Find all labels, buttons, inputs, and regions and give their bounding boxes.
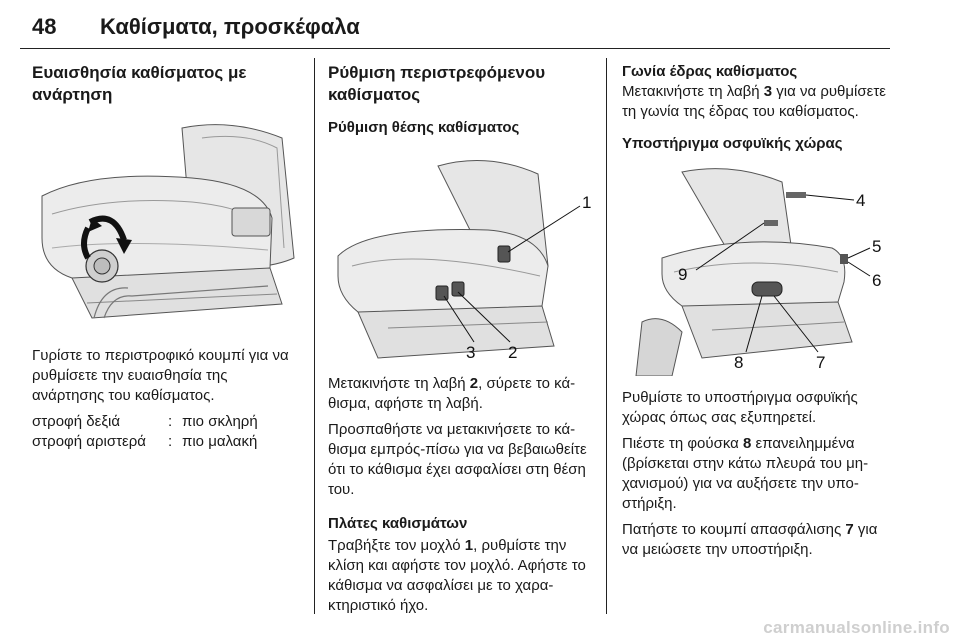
section-heading: Ρύθμιση περιστρεφόμενου καθίσματος: [328, 63, 546, 104]
subsection-heading: Υποστήριγμα οσφυϊκής χώρας: [622, 135, 843, 152]
column-divider: [314, 58, 315, 614]
paragraph: Ρυθμίστε το υποστήριγμα οσφυϊκής χώρας όπως σας εξυπηρετεί.: [622, 389, 858, 426]
seat-suspension-illustration: [32, 118, 300, 332]
section-heading: Ευαισθησία καθίσματος με ανάρτηση: [32, 63, 247, 104]
lumbar-support-illustration: [622, 162, 892, 376]
figure-label: 3: [466, 343, 476, 360]
subsection-heading: Γωνία έδρας καθίσματος: [622, 63, 798, 80]
figure-label: 5: [872, 237, 882, 256]
page-title: Καθίσματα, προσκέφαλα: [100, 14, 360, 39]
watermark: carmanualsonline.info: [763, 618, 950, 637]
figure-label: 1: [582, 193, 592, 212]
table-value: πιο μαλακή: [182, 433, 258, 450]
table-value: πιο σκληρή: [182, 413, 258, 430]
column-suspension-sensitivity: [32, 62, 300, 452]
column-seat-angle-lumbar: [622, 62, 892, 560]
paragraph: Πατήστε το κουμπί απασφάλισης 7 για να μειώσετε την υποστήριξη.: [622, 521, 878, 558]
direction-table: [32, 412, 300, 452]
page-number: 48: [32, 14, 57, 39]
page-header: [20, 8, 890, 48]
caption-text: Γυρίστε το περιστροφικό κουμπί για να ρυθμίσετε την ευαισθησία της ανάρτησης του καθίσματος.: [32, 347, 289, 404]
figure-label: 7: [816, 353, 826, 372]
column-divider: [606, 58, 607, 614]
figure-label: 2: [508, 343, 518, 360]
figure-label: 9: [678, 265, 688, 284]
figure-label: 8: [734, 353, 744, 372]
table-key: στροφή δεξιά: [32, 413, 121, 430]
header-rule: [20, 48, 890, 49]
figure-label: 6: [872, 271, 882, 290]
seat-position-illustration: [328, 146, 598, 360]
paragraph: Τραβήξτε τον μοχλό 1, ρυθμίστε την κλίση και αφήστε τον μοχλό. Αφήστε το κάθισμα να ασφαλίσει με το χαρακτηριστικό ήχο.: [328, 537, 586, 614]
figure-label: 4: [856, 191, 866, 210]
paragraph: Μετακινήστε τη λαβή 3 για να ρυθμίσετε τη γωνία της έδρας του καθίσματος.: [622, 83, 886, 120]
table-separator: :: [168, 413, 173, 430]
table-row: [32, 412, 300, 432]
paragraph: Μετακινήστε τη λαβή 2, σύρετε το κάθισμα, αφήστε τη λαβή.: [328, 375, 576, 412]
subsection-heading: Ρύθμιση θέσης καθίσματος: [328, 119, 520, 136]
column-swivel-seat: [328, 62, 598, 616]
table-key: στροφή αριστερά: [32, 433, 146, 450]
subsection-heading: Πλάτες καθισμάτων: [328, 515, 468, 532]
paragraph: Πιέστε τη φούσκα 8 επανειλημμένα (βρίσκεται στην κάτω πλευρά του μηχανισμού) για να αυξήσετε την υποστήριξη.: [622, 435, 869, 512]
table-row: [32, 432, 300, 452]
table-separator: :: [168, 433, 173, 450]
paragraph: Προσπαθήστε να μετακινήσετε το κάθισμα εμπρός-πίσω για να βεβαιωθείτε ότι το κάθισμα έχει ασφαλίσει στη θέση του.: [328, 421, 587, 498]
